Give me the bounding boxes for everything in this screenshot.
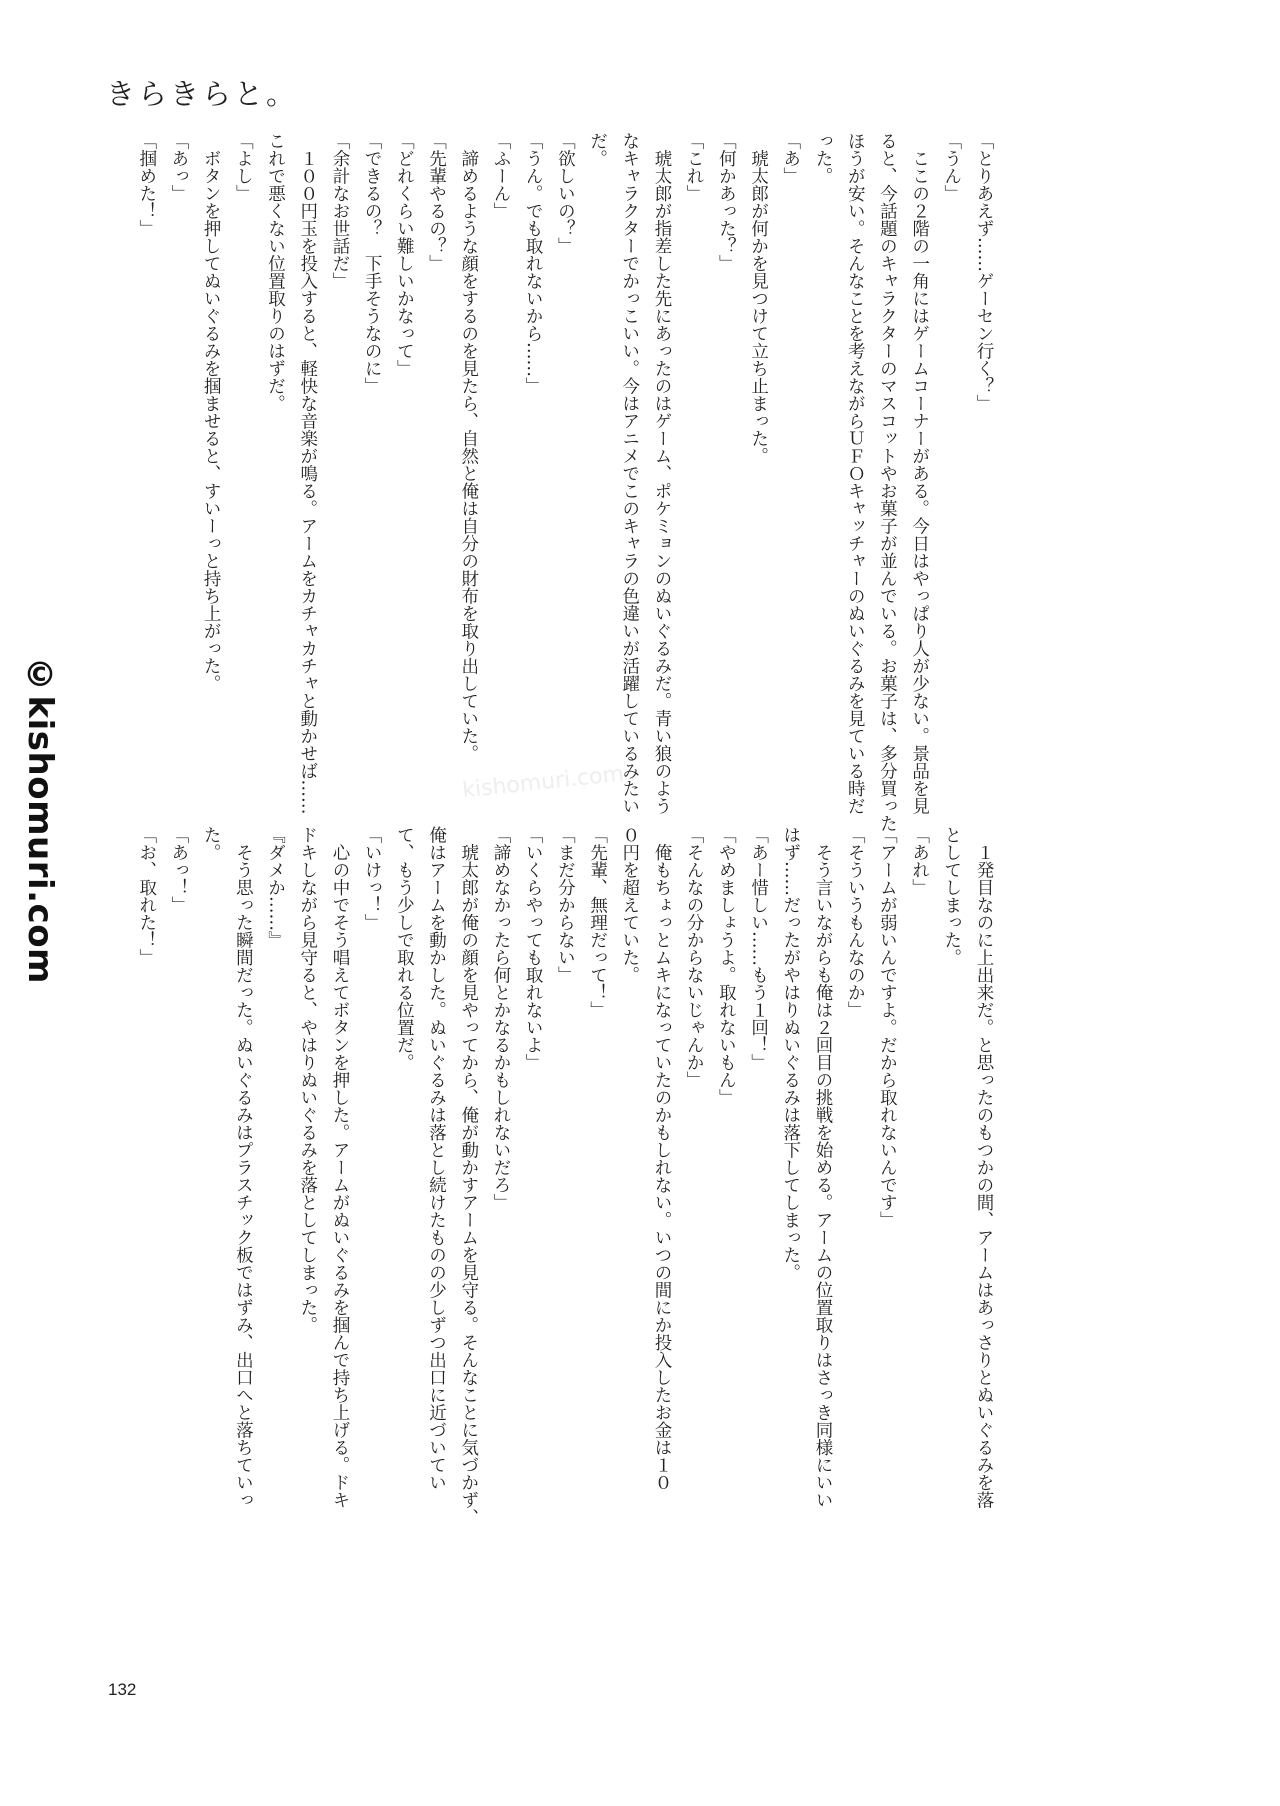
text-line: 「いくらやっても取れないよ」: [523, 826, 544, 1071]
text-line: 「アームが弱いんですよ。だから取れないんです」: [877, 826, 898, 1229]
text-line: これで悪くない位置取りのはずだ。: [265, 132, 286, 412]
text-line: 「できるの？ 下手そうなのに」: [362, 132, 383, 395]
text-line: 諦めるような顔をするのを見たら、自然と俺は自分の財布を取り出していた。: [458, 132, 479, 762]
text-line: 『ダメか……』: [265, 826, 286, 949]
text-line: った。: [812, 132, 833, 185]
text-line: 「どれくらい難しいかなって」: [394, 132, 415, 377]
text-line: 「余計なお世話だ」: [329, 132, 350, 290]
faint-watermark: kishomuri.com: [461, 761, 626, 804]
side-watermark: ©kishomuri.com: [20, 655, 60, 984]
text-line: 「欲しいの？」: [555, 132, 576, 255]
text-line: 「あ」: [780, 132, 801, 185]
text-line: 琥太郎が指差した先にあったのはゲーム、ポケミョンのぬいぐるみだ。青い狼のよう: [651, 132, 672, 815]
text-line: 「あっ！」: [168, 826, 189, 914]
text-line: 「そんなの分からないじゃんか」: [684, 826, 705, 1089]
text-line: 琥太郎が何かを見つけて立ち止まった。: [748, 132, 769, 465]
text-line: １発目なのに上出来だ。と思ったのもつかの間、アームはあっさりとぬいぐるみを落: [974, 826, 994, 1509]
text-line: 「お、取れた！」: [136, 826, 157, 966]
text-line: そう言いながらも俺は２回目の挑戦を始める。アームの位置取りはさっき同様にいい: [812, 826, 833, 1509]
text-line: 「そういうもんなのか」: [845, 826, 866, 1019]
text-line: 「これ」: [684, 132, 705, 202]
text-line: 「やめましょうよ。取れないもん」: [716, 826, 737, 1106]
text-line: ほうが安い。そんなことを考えながらＵＦＯキャッチャーのぬいぐるみを見ている時だ: [845, 132, 866, 815]
text-line: 心の中でそう唱えてボタンを押した。アームがぬいぐるみを掴んで持ち上げる。ドキ: [329, 826, 350, 1509]
text-line: ０円を超えていた。: [619, 826, 640, 984]
text-line: 「うん」: [941, 132, 962, 202]
text-line: た。: [201, 826, 222, 861]
text-line: 琥太郎が俺の顔を見やってから、俺が動かすアームを見守る。そんなことに気づかず、: [458, 826, 479, 1526]
text-line: 「あー惜しい……もう１回！」: [748, 826, 769, 1071]
text-line: そう思った瞬間だった。ぬいぐるみはプラスチック板ではずみ、出口へと落ちていっ: [233, 826, 254, 1509]
text-line: 「いけっ！」: [362, 826, 383, 931]
text-line: 「あっ」: [168, 132, 189, 202]
text-line: 俺はアームを動かした。ぬいぐるみは落とし続けたものの少しずつ出口に近づいてい: [426, 826, 447, 1491]
text-line: 「うん。でも取れないから……」: [523, 132, 544, 395]
text-line: 「あれ」: [909, 826, 930, 896]
text-line: 「まだ分からない」: [555, 826, 576, 984]
text-line: 「よし」: [233, 132, 254, 202]
text-line: としてしまった。: [941, 826, 962, 966]
text-line: 俺もちょっとムキになっていたのかもしれない。いつの間にか投入したお金は１０: [651, 826, 672, 1491]
text-line: 「とりあえず……ゲーセン行く？」: [974, 132, 994, 412]
text-line: ボタンを押してぬいぐるみを掴ませると、すいーっと持ち上がった。: [201, 132, 222, 692]
text-line: 「ふーん」: [490, 132, 511, 220]
text-line: だ。: [587, 132, 608, 167]
text-line: て、もう少しで取れる位置だ。: [394, 826, 415, 1071]
text-line: １００円玉を投入すると、軽快な音楽が鳴る。アームをカチャカチャと動かせば……: [297, 132, 318, 815]
text-line: 「先輩やるの？」: [426, 132, 447, 272]
text-line: 「諦めなかったら何とかなるかもしれないだろ」: [490, 826, 511, 1211]
text-line: 「掴めた！」: [136, 132, 157, 237]
text-line: 「先輩、無理だって！」: [587, 826, 608, 1019]
text-block-bottom: [130, 826, 1000, 1526]
text-line: ここの２階の一角にはゲームコーナーがある。今日はやっぱり人が少ない。景品を見: [909, 132, 930, 815]
text-line: ドキしながら見守ると、やはりぬいぐるみを落としてしまった。: [297, 826, 318, 1334]
chapter-title: きらきらと。: [106, 77, 299, 111]
text-line: 「何かあった？」: [716, 132, 737, 272]
text-line: なキャラクターでかっこいい。今はアニメでこのキャラの色違いが活躍しているみたい: [619, 132, 640, 815]
text-line: はず……だったがやはりぬいぐるみは落下してしまった。: [780, 826, 801, 1281]
text-line: ると、今話題のキャラクターのマスコットやお菓子が並んでいる。お菓子は、多分買った: [877, 132, 898, 832]
page-number: 132: [108, 1680, 137, 1699]
